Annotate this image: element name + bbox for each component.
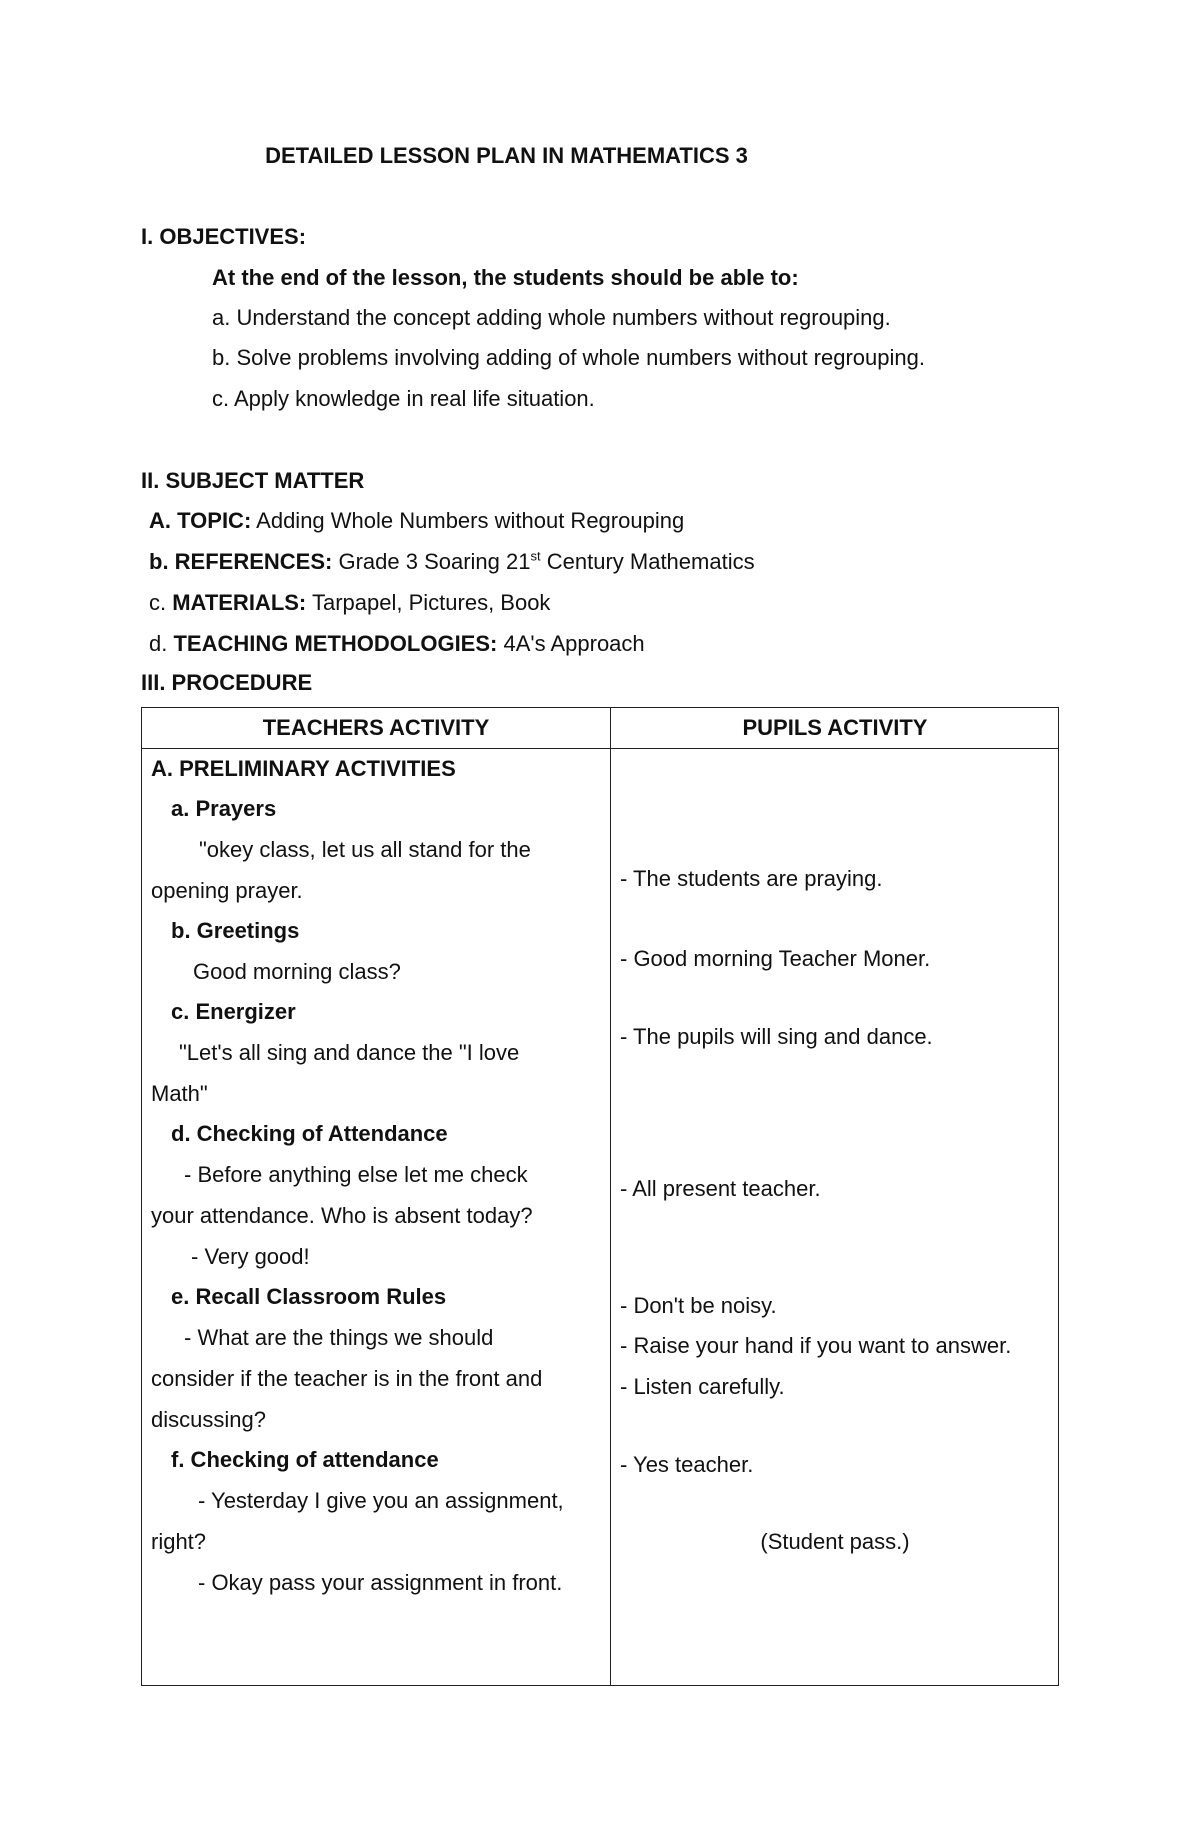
subheading-greetings: b. Greetings	[171, 918, 300, 943]
header-divider	[142, 748, 1058, 749]
teacher-line: your attendance. Who is absent today?	[151, 1203, 533, 1228]
materials-line	[149, 590, 550, 616]
teacher-line: Good morning class?	[193, 959, 401, 984]
methodologies-value: 4A's Approach	[497, 631, 645, 656]
pupil-response: (Student pass.)	[760, 1529, 910, 1554]
methodologies-label: TEACHING METHODOLOGIES:	[173, 631, 498, 656]
methodologies-prefix: d.	[149, 631, 174, 656]
objectives-heading: I. OBJECTIVES:	[141, 224, 307, 249]
pupil-response: - The pupils will sing and dance.	[620, 1024, 933, 1049]
page-title: DETAILED LESSON PLAN IN MATHEMATICS 3	[265, 143, 748, 168]
section-preliminary: A. PRELIMINARY ACTIVITIES	[151, 756, 456, 781]
teacher-line: - Very good!	[191, 1244, 310, 1269]
materials-value: Tarpapel, Pictures, Book	[306, 590, 551, 615]
teacher-line: "Let's all sing and dance the "I love	[179, 1040, 520, 1065]
references-value-post: Century Mathematics	[540, 549, 755, 574]
topic-value: Adding Whole Numbers without Regrouping	[251, 508, 685, 533]
teacher-line: consider if the teacher is in the front and	[151, 1366, 543, 1391]
references-label: b. REFERENCES:	[149, 549, 333, 574]
topic-label: A. TOPIC:	[149, 508, 252, 533]
objectives-intro: At the end of the lesson, the students should be able to:	[212, 265, 799, 290]
references-line	[149, 549, 755, 575]
teacher-line: "okey class, let us all stand for the	[199, 837, 531, 862]
objective-item: c. Apply knowledge in real life situation.	[212, 386, 595, 411]
teacher-line: Math"	[151, 1081, 208, 1106]
teacher-line: - Yesterday I give you an assignment,	[198, 1488, 564, 1513]
teacher-line: - What are the things we should	[184, 1325, 494, 1350]
topic-line	[149, 508, 684, 534]
pupil-response: - Listen carefully.	[620, 1374, 785, 1399]
procedure-heading: III. PROCEDURE	[141, 670, 313, 695]
methodologies-line	[149, 631, 645, 657]
teacher-line: right?	[151, 1529, 207, 1554]
subheading-energizer: c. Energizer	[171, 999, 296, 1024]
references-sup: st	[530, 548, 541, 564]
pupil-response: - Raise your hand if you want to answer.	[620, 1333, 1012, 1358]
subheading-prayers: a. Prayers	[171, 796, 277, 821]
teacher-line: discussing?	[151, 1407, 266, 1432]
subheading-attendance: d. Checking of Attendance	[171, 1121, 448, 1146]
objective-item: a. Understand the concept adding whole numbers without regrouping.	[212, 305, 891, 330]
pupil-response: - The students are praying.	[620, 866, 883, 891]
objective-item: b. Solve problems involving adding of whole numbers without regrouping.	[212, 345, 925, 370]
pupil-response: - Yes teacher.	[620, 1452, 754, 1477]
header-teachers-activity: TEACHERS ACTIVITY	[262, 715, 490, 740]
subheading-attendance-2: f. Checking of attendance	[171, 1447, 439, 1472]
materials-label: MATERIALS:	[172, 590, 307, 615]
pupil-response: - Good morning Teacher Moner.	[620, 946, 931, 971]
pupil-response: - Don't be noisy.	[620, 1293, 777, 1318]
teacher-line: - Okay pass your assignment in front.	[198, 1570, 563, 1595]
procedure-table	[141, 707, 1059, 1686]
subject-matter-heading: II. SUBJECT MATTER	[141, 468, 365, 493]
header-pupils-activity: PUPILS ACTIVITY	[742, 715, 928, 740]
subheading-classroom-rules: e. Recall Classroom Rules	[171, 1284, 447, 1309]
pupil-response: - All present teacher.	[620, 1176, 821, 1201]
teacher-line: - Before anything else let me check	[184, 1162, 528, 1187]
materials-prefix: c.	[149, 590, 173, 615]
references-value: Grade 3 Soaring 21	[332, 549, 531, 574]
teacher-line: opening prayer.	[151, 878, 303, 903]
